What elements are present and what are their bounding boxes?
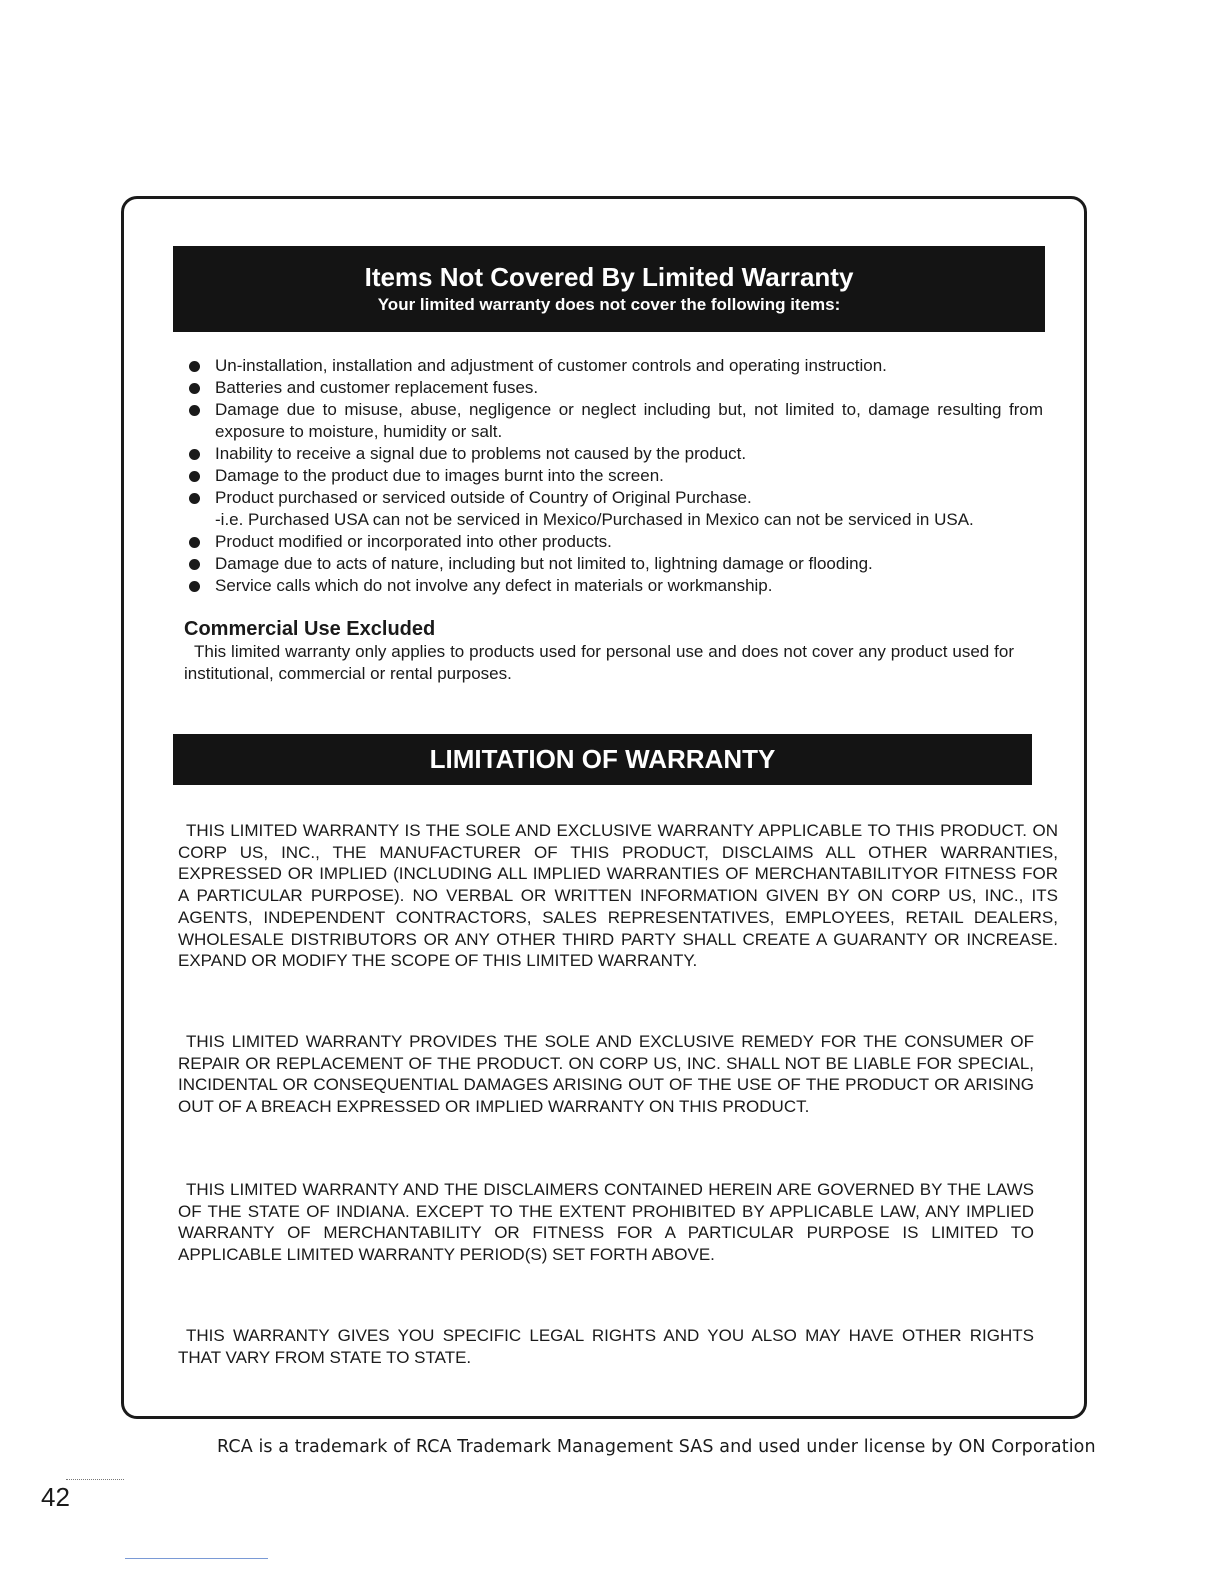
- list-item: [187, 355, 1067, 377]
- limitation-paragraph-1: THIS LIMITED WARRANTY IS THE SOLE AND EXCLUSIVE WARRANTY APPLICABLE TO THIS PRODUCT. ON CORP US, INC., THE MANUFACTURER OF THIS PRODUCT, DISCLAIMS ALL OTHER WARRANTIES, EXPRESSED OR IMPLIED (INCLUDING ALL IMPLIED WARRANTIES OF MERCHANTABILITYOR FITNESS FOR A PARTICULAR PURPOSE). NO VERBAL OR WRITTEN INFORMATION GIVEN BY ON CORP US, INC., ITS AGENTS, INDEPENDENT CONTRACTORS, SALES REPRESENTATIVES, EMPLOYEES, RETAIL DEALERS, WHOLESALE DISTRIBUTORS OR ANY OTHER THIRD PARTY SHALL CREATE A GUARANTY OR INCREASE. EXPAND OR MODIFY THE SCOPE OF THIS LIMITED WARRANTY.: [178, 821, 1058, 971]
- list-item: [187, 399, 1043, 443]
- list-item: [187, 377, 1067, 399]
- list-item-text: Un-installation, installation and adjustment of customer controls and operating instruction.: [215, 356, 887, 375]
- bullet-icon: [189, 581, 200, 592]
- list-item: [187, 465, 1067, 487]
- bullet-icon: [189, 559, 200, 570]
- trademark-notice: RCA is a trademark of RCA Trademark Management SAS and used under license by ON Corporation: [217, 1437, 1096, 1457]
- limitation-paragraph-2: THIS LIMITED WARRANTY PROVIDES THE SOLE AND EXCLUSIVE REMEDY FOR THE CONSUMER OF REPAIR OR REPLACEMENT OF THE PRODUCT. ON CORP US, INC. SHALL NOT BE LIABLE FOR SPECIAL, INCIDENTAL OR CONSEQUENTIAL DAMAGES ARISING OUT OF THE USE OF THE PRODUCT OR ARISING OUT OF A BREACH EXPRESSED OR IMPLIED WARRANTY ON THIS PRODUCT.: [178, 1032, 1034, 1117]
- list-item-text: Service calls which do not involve any defect in materials or workmanship.: [215, 576, 773, 595]
- commercial-use-heading: Commercial Use Excluded: [184, 618, 436, 640]
- commercial-use-body: This limited warranty only applies to products used for personal use and does not cover any product used for institutional, commercial or rental purposes.: [184, 642, 1014, 683]
- list-item-text: Product modified or incorporated into other products.: [215, 532, 612, 551]
- page-number-rule: [66, 1479, 124, 1480]
- limitation-of-warranty-banner: LIMITATION OF WARRANTY: [173, 734, 1032, 785]
- list-item: [187, 531, 1067, 553]
- limitation-paragraph-3: THIS LIMITED WARRANTY AND THE DISCLAIMERS CONTAINED HEREIN ARE GOVERNED BY THE LAWS OF THE STATE OF INDIANA. EXCEPT TO THE EXTENT PROHIBITED BY APPLICABLE LAW, ANY IMPLIED WARRANTY OF MERCHANTABILITY OR FITNESS FOR A PARTICULAR PURPOSE IS LIMITED TO APPLICABLE LIMITED WARRANTY PERIOD(S) SET FORTH ABOVE.: [178, 1180, 1034, 1265]
- list-item: [187, 553, 1067, 575]
- list-item: [187, 487, 1067, 531]
- bullet-icon: [189, 383, 200, 394]
- exclusions-list: [187, 355, 1067, 597]
- limitation-paragraph-4: THIS WARRANTY GIVES YOU SPECIFIC LEGAL RIGHTS AND YOU ALSO MAY HAVE OTHER RIGHTS THAT VARY FROM STATE TO STATE.: [178, 1326, 1034, 1367]
- bullet-icon: [189, 361, 200, 372]
- bullet-icon: [189, 405, 200, 416]
- list-item-text: Batteries and customer replacement fuses.: [215, 378, 539, 397]
- bullet-icon: [189, 471, 200, 482]
- page-number: 42: [41, 1482, 70, 1512]
- list-item-text: Damage due to acts of nature, including but not limited to, lightning damage or flooding.: [215, 554, 873, 573]
- banner-subtitle: Your limited warranty does not cover the following items:: [377, 295, 841, 314]
- bullet-icon: [189, 493, 200, 504]
- bullet-icon: [189, 537, 200, 548]
- bottom-divider: [125, 1558, 268, 1559]
- list-item-text: Damage to the product due to images burnt into the screen.: [215, 466, 664, 485]
- list-item-text: Damage due to misuse, abuse, negligence or neglect including but, not limited to, damage resulting from exposure to moisture, humidity or salt.: [215, 400, 1043, 441]
- list-item: [187, 443, 1067, 465]
- banner-title: Items Not Covered By Limited Warranty: [364, 262, 854, 292]
- items-not-covered-banner: [173, 246, 1045, 332]
- list-item-text: Inability to receive a signal due to problems not caused by the product.: [215, 444, 747, 463]
- list-item: [187, 575, 1067, 597]
- bullet-icon: [189, 449, 200, 460]
- list-item-note: -i.e. Purchased USA can not be serviced in Mexico/Purchased in Mexico can not be serviced in USA.: [215, 510, 974, 529]
- list-item-text: Product purchased or serviced outside of Country of Original Purchase.: [215, 488, 752, 507]
